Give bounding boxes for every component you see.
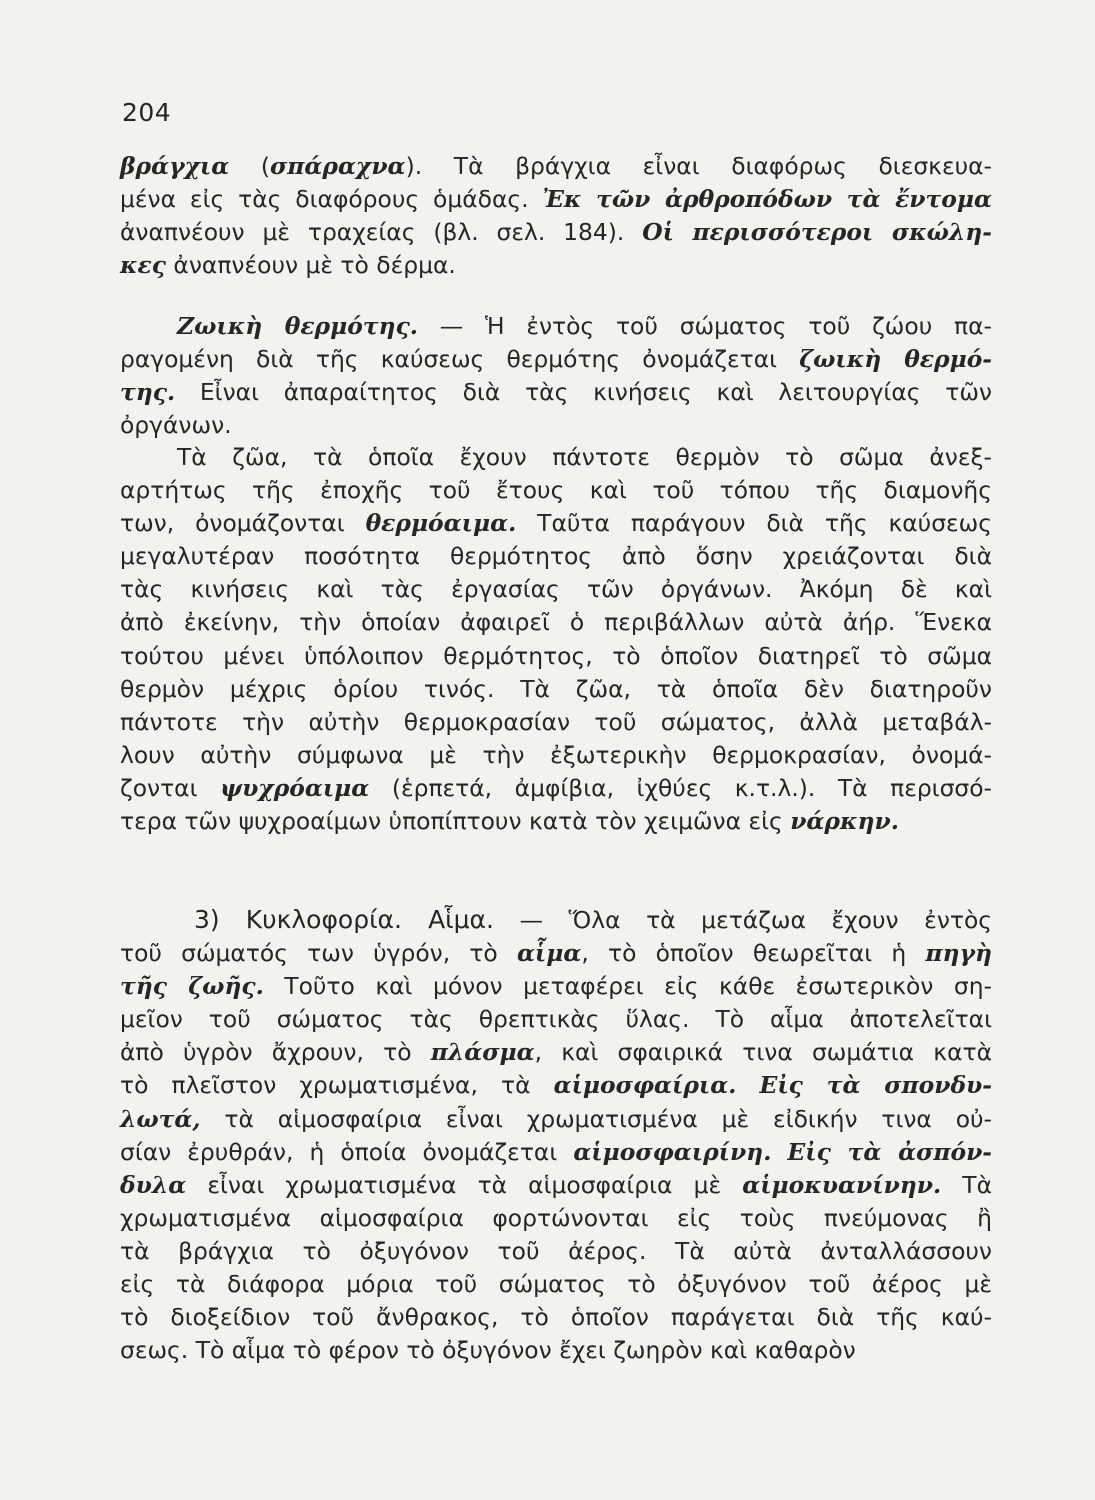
text-run: μεῖον τοῦ σώματος τὰς θρεπτικὰς ὕλας. Τὸ αἷμα ἀποτελεῖται: [120, 1005, 992, 1034]
emphasized-term: της.: [120, 378, 176, 407]
text-line: [120, 739, 992, 772]
text-run: τοῦ σώματός των ὑγρόν, τὸ: [120, 939, 517, 968]
text-run: Τοῦτο καὶ μόνον μεταφέρει εἰς κάθε ἐσωτερικὸν ση-: [263, 972, 992, 1001]
paragraph-circulation-blood: [120, 903, 992, 1367]
text-run: ὀργάνων.: [120, 411, 232, 440]
emphasized-term: ζωικὴ θερμό-: [799, 345, 993, 374]
text-line: [120, 1301, 992, 1334]
text-run: μένα εἰς τὰς διαφόρους ὁμάδας.: [120, 185, 543, 214]
text-run: , τὸ ὁποῖον θεωρεῖται ἡ: [581, 939, 926, 968]
emphasized-term: Ἐκ τῶν ἀρθροπόδων τὰ ἔντομα: [542, 185, 992, 214]
text-line: [120, 772, 992, 805]
text-run: ). Τὰ βράγχια εἶναι διαφόρως διεσκευα-: [405, 152, 992, 180]
text-run: των, ὀνομάζονται: [120, 509, 366, 538]
text-line: [120, 1069, 992, 1102]
text-run: σίαν ἐρυθράν, ἡ ὁποία ὀνομάζεται: [120, 1137, 574, 1166]
text-run: , καὶ σφαιρικά τινα σωμάτια κατὰ: [534, 1038, 993, 1067]
text-run: χρωματισμένα αἱμοσφαίρια φορτώνονται εἰς τοὺς πνεύμονας ἢ: [120, 1203, 992, 1232]
text-line: [120, 1036, 992, 1069]
text-run: (ἑρπετά, ἀμφίβια, ἰχθύες κ.τ.λ.). Τὰ περισσό-: [369, 773, 992, 802]
text-run: ἀπὸ ὑγρὸν ἄχρουν, τὸ: [120, 1038, 431, 1067]
text-run: μεγαλυτέραν ποσότητα θερμότητος ἀπὸ ὅσην χρειάζονται διὰ: [120, 542, 992, 571]
emphasized-term: λωτά,: [120, 1104, 201, 1133]
emphasized-term: τῆς ζωῆς.: [120, 972, 264, 1001]
text-run: λουν αὐτὴν σύμφωνα μὲ τὴν ἐξωτερικὴν θερμοκρασίαν, ὀνομά-: [120, 740, 992, 769]
text-run: τὸ πλεῖστον χρωματισμένα, τὰ: [120, 1071, 554, 1100]
text-line: [120, 183, 992, 216]
text-run: τὰς κινήσεις καὶ τὰς ἐργασίας τῶν ὀργάνων. Ἀκόμη δὲ καὶ: [120, 575, 992, 604]
emphasized-term: αἷμα: [516, 939, 582, 968]
text-run: — Ἡ ἐντὸς τοῦ σώματος τοῦ ζώου πα-: [417, 312, 992, 340]
emphasized-term: αἱμοσφαιρίνη.: [573, 1137, 772, 1166]
text-run: τερα τῶν ψυχροαίμων ὑποπίπτουν κατὰ τὸν χειμῶνα εἰς: [120, 807, 791, 836]
text-line: [120, 970, 992, 1003]
paragraph-animal-heat: [120, 310, 992, 442]
text-run: ραγομένη διὰ τῆς καύσεως θερμότης ὀνομάζεται: [120, 345, 800, 374]
emphasized-term: βράγχια: [120, 152, 230, 180]
emphasized-term: αἱμοσφαίρια.: [553, 1071, 737, 1100]
text-run: Ταῦτα παράγουν διὰ τῆς καύσεως: [516, 509, 993, 538]
text-line: [120, 409, 992, 442]
text-line: [120, 376, 992, 409]
text-line: [120, 606, 992, 639]
text-run: αρτήτως τῆς ἐποχῆς τοῦ ἔτους καὶ τοῦ τόπου τῆς διαμονῆς: [120, 476, 992, 505]
paragraph-respiration-end: [120, 150, 992, 282]
text-run: πάντοτε τὴν αὐτὴν θερμοκρασίαν τοῦ σώματος, ἀλλὰ μεταβάλ-: [120, 707, 992, 736]
emphasized-term: Ζωικὴ θερμότης.: [177, 312, 418, 340]
text-run: τὰ αἱμοσφαίρια εἶναι χρωματισμένα μὲ εἰδικήν τινα οὐ-: [200, 1104, 992, 1133]
emphasized-term: Εἰς τὰ σπονδυ-: [759, 1071, 992, 1100]
text-line: [120, 1136, 992, 1169]
emphasized-term: νάρκην.: [790, 807, 899, 836]
text-run: Εἶναι ἀπαραίτητος διὰ τὰς κινήσεις καὶ λειτουργίας τῶν: [175, 378, 992, 407]
text-run: σεως. Τὸ αἷμα τὸ φέρον τὸ ὀξυγόνον ἔχει ζωηρὸν καὶ καθαρὸν: [120, 1336, 856, 1365]
text-run: (: [229, 152, 271, 180]
text-run: εἶναι χρωματισμένα τὰ αἱμοσφαίρια μὲ: [186, 1170, 743, 1199]
text-run: ἀπὸ ἐκείνην, τὴν ὁποίαν ἀφαιρεῖ ὁ περιβάλλων αὐτὰ ἀήρ. Ἕνεκα: [120, 608, 992, 637]
emphasized-term: δυλα: [120, 1170, 187, 1199]
text-run: τὸ διοξείδιον τοῦ ἄνθρακος, τὸ ὁποῖον παράγεται διὰ τῆς καύ-: [120, 1303, 992, 1332]
text-run: τούτου μένει ὑπόλοιπον θερμότητος, τὸ ὁποῖον διατηρεῖ τὸ σῶμα: [120, 641, 992, 670]
text-line: [120, 673, 992, 706]
text-run: ζονται: [120, 773, 221, 802]
text-line: [120, 249, 992, 282]
emphasized-term: πλάσμα: [430, 1038, 535, 1067]
text-line: [120, 310, 992, 343]
emphasized-term: αἱμοκυανίνην.: [742, 1170, 942, 1199]
text-line: [120, 1334, 992, 1367]
text-line: [120, 573, 992, 606]
text-line: [120, 1268, 992, 1301]
text-line: [120, 343, 992, 376]
text-run: [736, 1071, 759, 1099]
page-number: 204: [122, 98, 172, 127]
text-line: [120, 937, 992, 970]
text-line: [120, 903, 992, 937]
emphasized-term: θερμόαιμα.: [365, 509, 517, 538]
text-run: θερμὸν μέχρις ὁρίου τινός. Τὰ ζῶα, τὰ ὁποῖα δὲν διατηροῦν: [120, 674, 992, 703]
text-run: — Ὅλα τὰ μετάζωα ἔχουν ἐντὸς: [493, 906, 993, 934]
paragraph-warm-cold-blooded: [120, 441, 992, 838]
text-run: τὰ βράγχια τὸ ὀξυγόνον τοῦ ἀέρος. Τὰ αὐτὰ ἀνταλλάσσουν: [120, 1236, 992, 1265]
text-line: [120, 441, 992, 474]
text-run: ἀναπνέουν μὲ τὸ δέρμα.: [166, 251, 456, 280]
text-run: Τὰ: [941, 1170, 992, 1199]
text-run: ἀναπνέουν μὲ τραχείας (βλ. σελ. 184).: [120, 218, 643, 247]
text-line: [120, 1003, 992, 1036]
text-line: [120, 640, 992, 673]
text-line: [120, 540, 992, 573]
emphasized-term: σπάραχνα: [270, 152, 406, 180]
text-run: Τὰ ζῶα, τὰ ὁποῖα ἔχουν πάντοτε θερμὸν τὸ σῶμα ἀνεξ-: [177, 443, 992, 471]
emphasized-term: ψυχρόαιμα: [220, 773, 370, 802]
emphasized-term: Εἰς τὰ ἀσπόν-: [787, 1137, 993, 1166]
text-run: εἰς τὰ διάφορα μόρια τοῦ σώματος τὸ ὀξυγόνον τοῦ ἀέρος μὲ: [120, 1270, 992, 1299]
text-line: [120, 1103, 992, 1136]
text-line: [120, 1235, 992, 1268]
text-line: [120, 805, 992, 838]
text-run: [771, 1138, 787, 1166]
emphasized-term: κες: [120, 251, 166, 280]
text-line: [120, 706, 992, 739]
text-line: [120, 1169, 992, 1202]
text-line: [120, 1202, 992, 1235]
emphasized-term: πηγὴ: [925, 939, 992, 968]
text-line: [120, 216, 992, 249]
text-line: [120, 150, 992, 183]
text-line: [120, 507, 992, 540]
emphasized-term: Οἱ περισσότεροι σκώλη-: [642, 218, 992, 247]
text-line: [120, 474, 992, 507]
section-heading: 3) Κυκλοφορία. Αἷμα.: [194, 905, 494, 934]
